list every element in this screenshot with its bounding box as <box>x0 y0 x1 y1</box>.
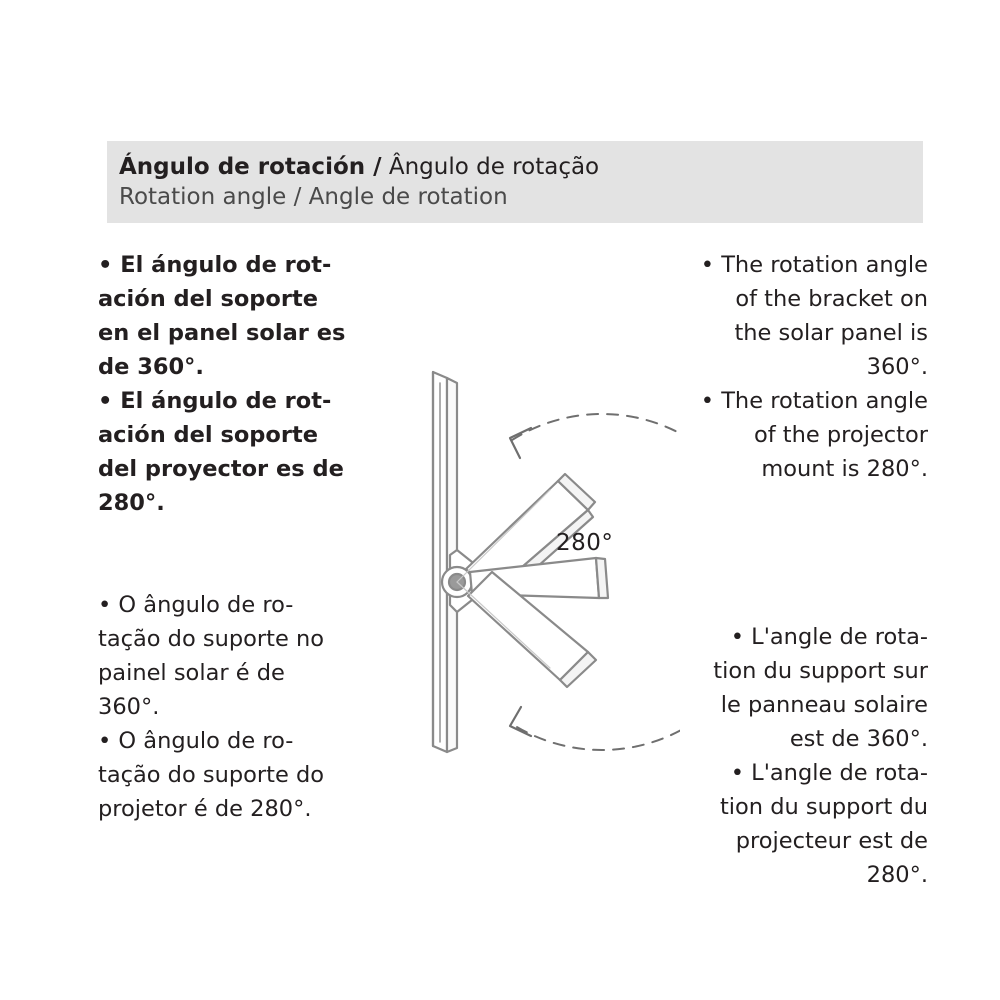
line-es-2: en el panel solar es <box>98 320 346 346</box>
line-en-4: • The rotation angle <box>700 388 928 414</box>
line-en-2: the solar panel is <box>734 320 928 346</box>
section-title-es: Ángulo de rotación / <box>119 154 382 180</box>
line-es-4: • El ángulo de rot- <box>98 388 332 414</box>
line-es-0: • El ángulo de rot- <box>98 252 332 278</box>
angle-label-280: 280° <box>556 530 614 556</box>
line-pt-3: 360°. <box>98 694 160 720</box>
line-pt-6: projetor é de 280°. <box>98 796 312 822</box>
line-en-3: 360°. <box>866 354 928 380</box>
line-fr-6: projecteur est de <box>735 828 928 854</box>
line-fr-0: • L'angle de rota- <box>730 624 928 650</box>
line-pt-0: • O ângulo de ro- <box>98 592 294 618</box>
line-pt-5: tação do suporte do <box>98 762 325 788</box>
section-title-pt: Ângulo de rotação <box>381 154 600 180</box>
section-subtitle: Rotation angle / Angle de rotation <box>119 184 508 210</box>
line-en-0: • The rotation angle <box>700 252 928 278</box>
section-title <box>119 152 923 182</box>
line-es-1: ación del soporte <box>98 286 318 312</box>
line-es-6: del proyector es de <box>98 456 344 482</box>
text-column-english <box>638 248 928 486</box>
line-es-5: ación del soporte <box>98 422 318 448</box>
line-es-7: 280°. <box>98 490 165 516</box>
line-fr-1: tion du support sur <box>713 658 928 684</box>
line-en-1: of the bracket on <box>735 286 928 312</box>
line-en-6: mount is 280°. <box>761 456 928 482</box>
line-fr-5: tion du support du <box>719 794 928 820</box>
text-column-portuguese <box>98 588 388 826</box>
line-fr-4: • L'angle de rota- <box>730 760 928 786</box>
text-column-spanish <box>98 248 388 520</box>
line-fr-7: 280°. <box>866 862 928 888</box>
line-es-3: de 360°. <box>98 354 204 380</box>
text-column-french <box>638 620 928 892</box>
section-header-band <box>107 141 923 223</box>
rotation-diagram <box>400 350 680 780</box>
line-pt-1: tação do suporte no <box>98 626 325 652</box>
line-fr-2: le panneau solaire <box>720 692 928 718</box>
line-pt-2: painel solar é de <box>98 660 285 686</box>
line-en-5: of the projector <box>753 422 928 448</box>
line-fr-3: est de 360°. <box>789 726 928 752</box>
line-pt-4: • O ângulo de ro- <box>98 728 294 754</box>
